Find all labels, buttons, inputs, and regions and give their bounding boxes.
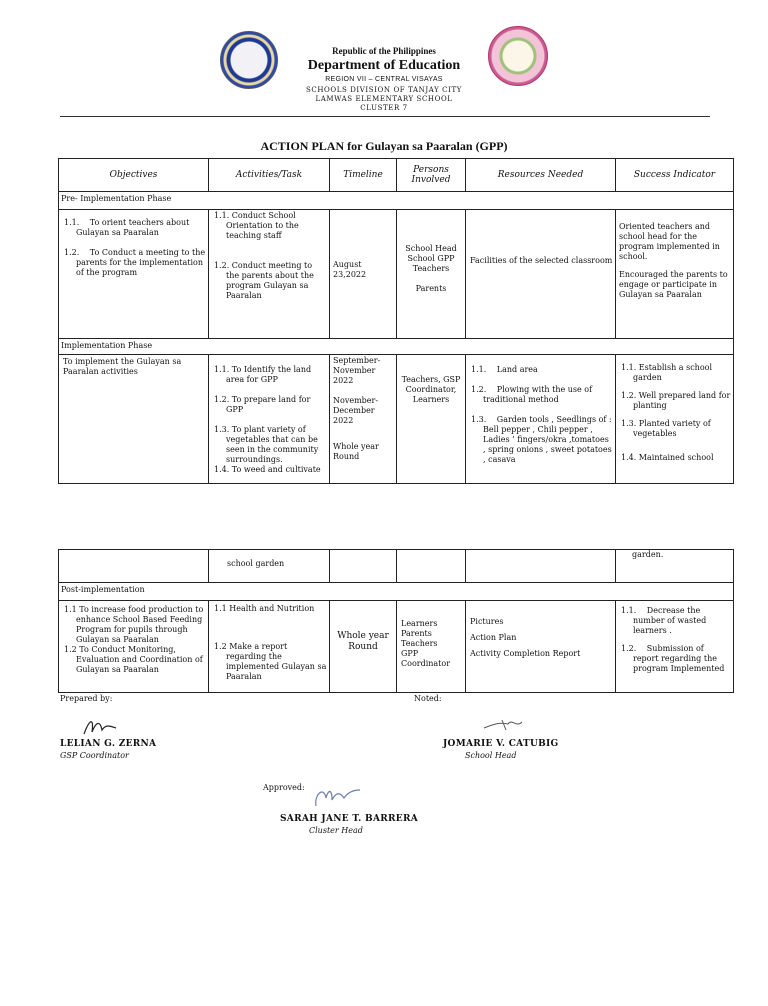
col-persons: Persons Involved	[397, 159, 466, 192]
pre-activity-item: 1.1. Conduct School Orientation to the teaching staff	[214, 211, 299, 240]
post-success-item: 1.1. Decrease the number of wasted learners .	[621, 606, 707, 635]
pre-success-item: Encouraged the parents to engage or participate in Gulayan sa Paaralan	[619, 270, 728, 299]
impl-success-item: 1.2. Well prepared land for planting	[621, 391, 731, 410]
post-resource-item: Action Plan	[470, 633, 517, 642]
impl-success-item: 1.1. Establish a school garden	[621, 363, 713, 382]
post-person: GPP	[401, 649, 419, 658]
post-resources	[466, 601, 616, 693]
pre-person: School Head	[405, 244, 457, 253]
cont-activity: school garden	[209, 550, 330, 583]
post-objective-item: 1.2 To Conduct Monitoring, Evaluation and Coordination of Gulayan sa Paaralan	[64, 645, 203, 674]
approver-role: Cluster Head	[309, 826, 363, 835]
pre-person-spacer	[399, 274, 463, 284]
post-person: Learners	[401, 619, 438, 628]
pre-phase-label: Pre- Implementation Phase	[59, 192, 734, 210]
noter-role: School Head	[465, 751, 517, 760]
impl-timeline-item: November-December 2022	[333, 396, 379, 425]
approved-label: Approved:	[263, 783, 305, 792]
post-person: Teachers	[401, 639, 438, 648]
post-phase-label: Post-implementation	[59, 583, 734, 601]
preparer-name: LELIAN G. ZERNA	[60, 739, 157, 749]
header-divider	[60, 116, 710, 117]
school-line: LAMWAS ELEMENTARY SCHOOL	[315, 95, 453, 103]
prepared-by-label: Prepared by:	[60, 694, 113, 703]
region-line: REGION VII – CENTRAL VISAYAS	[325, 76, 443, 83]
cont-objective-empty	[59, 550, 209, 583]
post-persons	[397, 601, 466, 693]
impl-success-item: 1.3. Planted variety of vegetables	[621, 419, 711, 438]
impl-success	[616, 355, 734, 484]
pre-person: Teachers	[412, 264, 450, 273]
impl-timeline-item: September-November 2022	[333, 356, 381, 385]
noter-name: JOMARIE V. CATUBIG	[443, 739, 559, 749]
action-plan-table-continued	[58, 549, 734, 693]
post-person: Parents	[401, 629, 432, 638]
pre-person: Parents	[415, 284, 447, 293]
post-activity-item: 1.2 Make a report regarding the implemented Gulayan sa Paaralan	[214, 642, 327, 681]
impl-resource-item: 1.3. Garden tools , Seedlings of : Bell pepper , Chili pepper , Ladies ’ fingers/okra ,tomatoes , spring onions , sweet potatoes , casava	[471, 415, 612, 464]
post-success	[616, 601, 734, 693]
pre-activities	[209, 210, 330, 339]
impl-resource-item: 1.2. Plowing with the use of traditional method	[471, 385, 593, 404]
cont-success: garden.	[616, 550, 734, 583]
post-activities	[209, 601, 330, 693]
impl-persons: Teachers, GSP Coordinator, Learners	[397, 355, 466, 484]
noted-label: Noted:	[414, 694, 442, 703]
department-name: Department of Education	[307, 58, 461, 73]
preparer-signature	[80, 714, 120, 742]
cont-persons-empty	[397, 550, 466, 583]
impl-activity-item: 1.2. To prepare land for GPP	[214, 395, 311, 414]
post-success-item: 1.2. Submission of report regarding the program Implemented	[621, 644, 725, 673]
col-objectives: Objectives	[59, 159, 209, 192]
cont-timeline-empty	[330, 550, 397, 583]
impl-resource-item: 1.1. Land area	[471, 365, 538, 374]
impl-objective: To implement the Gulayan sa Paaralan activities	[59, 355, 209, 484]
pre-resources: Facilities of the selected classroom	[466, 210, 616, 339]
pre-person: School GPP	[407, 254, 455, 263]
pre-timeline: August 23,2022	[330, 210, 397, 339]
col-timeline: Timeline	[330, 159, 397, 192]
pre-success-item: Oriented teachers and school head for the program implemented in school.	[619, 222, 720, 261]
col-success: Success Indicator	[616, 159, 734, 192]
post-objectives	[59, 601, 209, 693]
approver-signature	[310, 784, 364, 812]
post-person: Coordinator	[401, 659, 451, 668]
pre-activity-item: 1.2. Conduct meeting to the parents about the program Gulayan sa Paaralan	[214, 261, 314, 300]
cluster-line: CLUSTER 7	[360, 104, 408, 112]
pre-objectives	[59, 210, 209, 339]
post-objective-item: 1.1 To increase food production to enhance School Based Feeding Program for pupils through Gulayan sa Paaralan	[64, 605, 204, 644]
col-resources: Resources Needed	[466, 159, 616, 192]
post-resource-item: Pictures	[470, 617, 504, 626]
republic-line: Republic of the Philippines	[332, 46, 436, 56]
impl-activities	[209, 355, 330, 484]
pre-objective-item: 1.2. To Conduct a meeting to the parents for the implementation of the program	[64, 248, 206, 277]
action-plan-table	[58, 158, 734, 484]
impl-phase-label: Implementation Phase	[59, 339, 734, 355]
preparer-role: GSP Coordinator	[60, 751, 129, 760]
pre-success	[616, 210, 734, 339]
impl-resources	[466, 355, 616, 484]
impl-timeline-item: Whole year Round	[333, 442, 379, 461]
post-timeline: Whole year Round	[330, 601, 397, 693]
impl-timeline	[330, 355, 397, 484]
division-line: SCHOOLS DIVISION OF TANJAY CITY	[306, 86, 462, 94]
document-title: ACTION PLAN for Gulayan sa Paaralan (GPP)	[260, 139, 508, 153]
col-activities: Activities/Task	[209, 159, 330, 192]
pre-persons	[397, 210, 466, 339]
impl-activity-item: 1.3. To plant variety of vegetables that can be seen in the community surroundings.	[214, 425, 319, 464]
post-resource-item: Activity Completion Report	[470, 649, 581, 658]
impl-activity-item: 1.1. To Identify the land area for GPP	[214, 365, 312, 384]
pre-objective-item: 1.1. To orient teachers about Gulayan sa Paaralan	[64, 218, 190, 237]
noter-signature	[482, 716, 524, 738]
approver-name: SARAH JANE T. BARRERA	[280, 814, 419, 824]
impl-activity-item: 1.4. To weed and cultivate	[214, 465, 321, 474]
impl-success-item: 1.4. Maintained school	[621, 453, 714, 462]
post-activity-item: 1.1 Health and Nutrition	[214, 604, 315, 613]
cont-resources-empty	[466, 550, 616, 583]
